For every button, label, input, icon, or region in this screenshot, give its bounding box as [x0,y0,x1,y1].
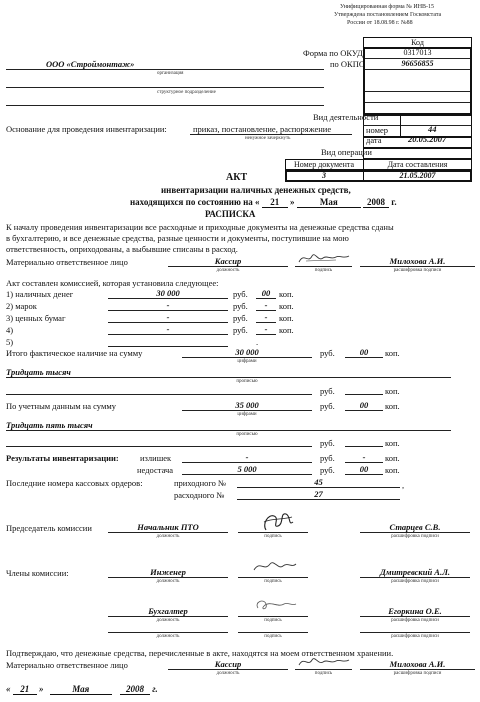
item-2-rub-line [108,310,228,311]
actual-words-rub-unit: руб. [320,386,335,396]
item-3-rub-line [108,322,228,323]
footer-cap-position: должность [216,671,240,676]
actual-rub-unit: руб. [320,348,335,358]
docnum-date-header: Дата составления [387,160,448,169]
chairman-cap-name: расшифровка подписи [391,534,439,539]
intro-line-1: К началу проведения инвентаризации все расходные и приходные документы на денежные средства сданы [6,222,394,232]
item-3-kop-line [256,322,276,323]
footer-month: Мая [50,684,112,695]
shortage-kop: 00 [359,464,369,474]
footer-day: 21 [13,684,37,695]
intro-line-3: ответственность, оприходованы, а выбывшие списаны в расход. [6,244,238,254]
data-value: 20.05.2007 [408,134,447,144]
form-line-1: Унифицированная форма № ИНВ-15 [340,4,435,10]
actual-cap-digits: цифрами [237,359,257,364]
accounting-label: По учетным данным на сумму [6,401,116,411]
footer-responsible-label: Материально ответственное лицо [6,660,128,670]
member-3-cap-signature: подпись [264,634,282,639]
actual-rub: 30 000 [235,347,259,357]
item-2-label: 2) марок [6,301,37,311]
accounting-kop-unit: коп. [385,401,400,411]
member-1-cap-position: должность [156,579,180,584]
responsible-position: Кассир [214,256,242,266]
outgoing-value: 27 [314,489,323,499]
operation-code-cell [363,148,472,159]
member-1-cap-signature: подпись [264,579,282,584]
chairman-cap-position: должность [156,534,180,539]
activity-label: Вид деятельности [313,112,379,122]
okpo-label: по ОКПО [330,59,366,69]
item-3-kop-unit: коп. [279,313,294,323]
chairman-position: Начальник ПТО [137,522,199,532]
item-4-rub: - [166,324,170,334]
shortage-rub-unit: руб. [320,465,335,475]
dept-caption: структурное подразделение [157,90,216,95]
item-2-kop: - [264,300,268,310]
title-receipt: РАСПИСКА [205,209,256,219]
item-3-label: 3) ценных бумаг [6,313,66,323]
member-3-cap-name: расшифровка подписи [391,634,439,639]
member-3-cap-position: должность [156,634,180,639]
item-4-rub-line [108,334,228,335]
last-orders-label: Последние номера кассовых ордеров: [6,478,143,488]
org-name: ООО «Строймонтаж» [46,59,135,69]
actual-cap-words: прописью [236,379,258,384]
item-3-rub-unit: руб. [233,313,248,323]
accounting-words-rub-unit: руб. [320,438,335,448]
member-1-cap-name: расшифровка подписи [391,579,439,584]
accounting-words-kop-unit: коп. [385,438,400,448]
responsible-label: Материально ответственное лицо [6,257,128,267]
surplus-rub: - [245,452,249,462]
title-year: 2008 [363,197,389,208]
accounting-rub-unit: руб. [320,401,335,411]
chairman-signature [258,508,298,534]
accounting-cap-digits: цифрами [237,412,257,417]
item-1-rub-unit: руб. [233,289,248,299]
responsible-signature [296,250,352,266]
org-caption: организация [157,71,184,76]
footer-cap-name: расшифровка подписи [393,671,442,676]
docnum-num-header: Номер документа [293,160,354,169]
item-2-kop-line [256,310,276,311]
form-line-3: России от 18.08.98 г. №88 [347,20,413,26]
footer-year: 2008 [120,684,150,695]
chairman-name: Старцев С.В. [389,522,441,532]
item-4-kop: - [264,324,268,334]
item-2-kop-unit: коп. [279,301,294,311]
title-line-2: инвентаризации наличных денежных средств, [161,185,351,195]
okud-value: 0317013 [403,48,432,57]
actual-kop-unit: коп. [385,348,400,358]
basis-label: Основание для проведения инвентаризации: [6,124,167,134]
surplus-kop-unit: коп. [385,453,400,463]
actual-kop: 00 [359,347,369,357]
basis-caption: ненужное зачеркнуть [245,136,291,141]
item-2-rub: - [166,300,170,310]
confirm-text: Подтверждаю, что денежные средства, перечисленные в акте, находятся на моем ответственном хранении. [6,648,394,658]
item-5-dot: . [256,337,259,347]
form-line-2: Утверждена постановлением Госкомстата [334,12,442,18]
member-2-cap-signature: подпись [264,618,282,623]
title-month: Мая [297,197,361,208]
member-2-name: Егоркина О.Е. [388,606,442,616]
item-1-label: 1) наличных денег [6,289,74,299]
item-4-kop-line [256,334,276,335]
item-1-rub: 30 000 [156,288,180,298]
responsible-cap-signature: подпись [314,268,333,273]
operation-label: Вид операции [321,147,372,157]
item-3-kop: - [264,312,268,322]
kod-label: Код [411,38,424,47]
outgoing-label: расходного № [174,490,225,500]
basis-value: приказ, постановление, распоряжение [193,124,332,134]
results-label: Результаты инвентаризации: [6,453,119,463]
actual-words-kop-unit: коп. [385,386,400,396]
member-2-position: Бухгалтер [148,606,188,616]
actual-label: Итого фактическое наличие на сумму [6,348,143,358]
commission-found: Акт составлен комиссией, которая установила следующее: [6,278,219,288]
docnum-date-value: 21.05.2007 [399,171,436,180]
surplus-kop: - [362,452,366,462]
nomer-label: номер [366,125,389,135]
item-2-rub-unit: руб. [233,301,248,311]
accounting-kop: 00 [359,400,369,410]
member-1-position: Инженер [150,567,186,577]
item-1-kop-unit: коп. [279,289,294,299]
member-1-signature [250,556,300,576]
docnum-num-value: 3 [322,171,326,180]
date-code-cell [363,137,472,148]
responsible-cap-position: должность [216,268,240,273]
chairman-label: Председатель комиссии [6,523,92,533]
accounting-words: Тридцать пять тысяч [6,420,93,430]
item-4-kop-unit: коп. [279,325,294,335]
item-4-label: 4) [6,325,14,335]
item-1-rub-line [108,298,228,299]
item-5-label: 5) [6,337,14,347]
member-2-signature [252,596,300,616]
member-1-name: Дмитревский А.Л. [379,567,451,577]
surplus-label: излишек [140,453,172,463]
item-1-kop-line [256,298,276,299]
accounting-rub: 35 000 [235,400,259,410]
surplus-rub-unit: руб. [320,453,335,463]
shortage-kop-unit: коп. [385,465,400,475]
incoming-comma: , [402,480,405,490]
shortage-label: недостача [137,465,174,475]
footer-responsible-signature [296,654,352,669]
members-label: Члены комиссии: [6,568,69,578]
footer-date: « 21 » Мая 2008 г. [6,684,158,694]
item-1-kop: 00 [261,288,271,298]
item-4-rub-unit: руб. [233,325,248,335]
intro-line-2: в бухгалтерию, и все денежные средства, разные ценности и документы, поступившие на мою [6,233,349,243]
nomer-value: 44 [428,124,437,134]
member-2-cap-name: расшифровка подписи [391,618,439,623]
title-line-3: находящихся по состоянию на « 21 » Мая 2008 г. [130,197,397,207]
title-act: АКТ [226,172,248,183]
footer-responsible-position: Кассир [214,659,242,669]
actual-words: Тридцать тысяч [6,367,71,377]
item-3-rub: - [166,312,170,322]
incoming-label: приходного № [174,478,227,488]
footer-responsible-name: Милохова А.И. [389,659,446,669]
shortage-rub: 5 000 [237,464,257,474]
responsible-cap-name: расшифровка подписи [393,268,442,273]
incoming-value: 45 [314,477,323,487]
accounting-cap-words: прописью [236,432,258,437]
data-label: дата [366,135,382,145]
chairman-cap-signature: подпись [264,534,282,539]
member-2-cap-position: должность [156,618,180,623]
okud-label: Форма по ОКУД [303,48,363,58]
okpo-value: 96656855 [401,59,434,68]
responsible-name: Милохова А.И. [389,256,446,266]
footer-cap-signature: подпись [314,671,333,676]
title-day: 21 [262,197,288,208]
